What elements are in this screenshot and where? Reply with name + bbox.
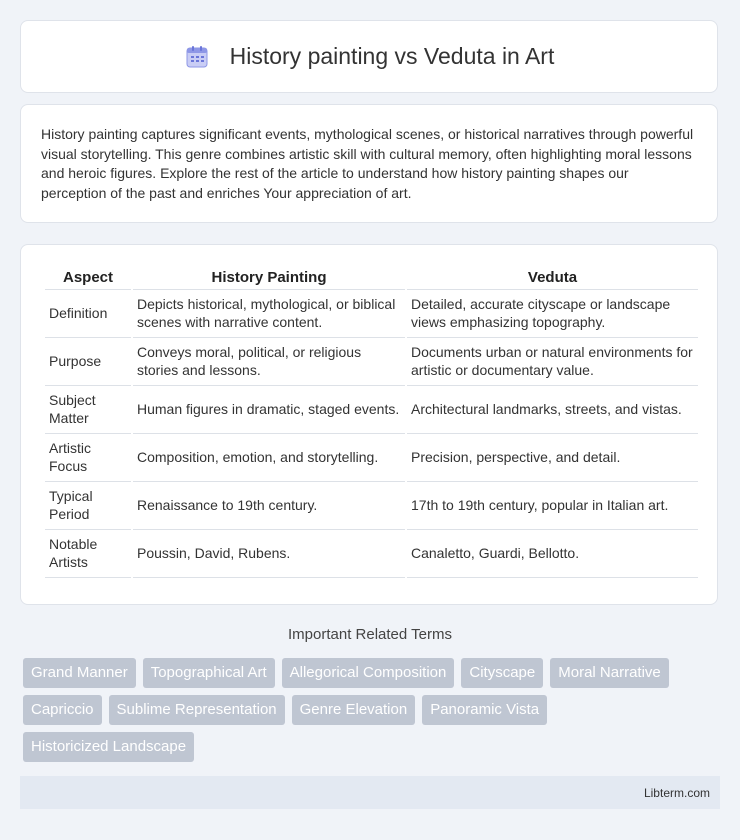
page-title: History painting vs Veduta in Art (229, 43, 555, 69)
row-history-painting: Conveys moral, political, or religious stories and lessons. (133, 338, 405, 386)
comparison-table (43, 265, 700, 578)
row-veduta: Documents urban or natural environments for artistic or documentary value. (407, 338, 698, 386)
row-history-painting: Human figures in dramatic, staged events. (133, 386, 405, 434)
related-term-tag[interactable]: Historicized Landscape (23, 732, 194, 762)
related-terms-title: Important Related Terms (288, 626, 452, 643)
row-aspect: Typical Period (45, 482, 131, 530)
row-aspect: Subject Matter (45, 386, 131, 434)
intro-card (20, 104, 718, 223)
row-veduta: Precision, perspective, and detail. (407, 434, 698, 482)
row-history-painting: Depicts historical, mythological, or biblical scenes with narrative content. (133, 290, 405, 338)
related-term-tag[interactable]: Cityscape (461, 658, 543, 688)
row-aspect: Artistic Focus (45, 434, 131, 482)
related-term-tag[interactable]: Topographical Art (143, 658, 275, 688)
row-aspect: Purpose (45, 338, 131, 386)
table-header-row (45, 265, 698, 290)
footer-site-link[interactable]: Libterm.com (643, 785, 710, 800)
intro-text: History painting captures significant events, mythological scenes, or historical narratives through powerful visual storytelling. This genre combines artistic skill with cultural memory, often highlighting moral lessons and heroic figures. Explore the rest of the article to understand how history painting shapes our perception of the past and enriches Your appreciation of art. (41, 126, 694, 201)
column-header-aspect: Aspect (45, 265, 131, 290)
related-terms-list (23, 658, 723, 769)
header-card (20, 20, 718, 93)
related-term-tag[interactable]: Allegorical Composition (282, 658, 455, 688)
table-row (45, 386, 698, 434)
row-veduta: Canaletto, Guardi, Bellotto. (407, 530, 698, 578)
footer (20, 776, 720, 809)
related-term-tag[interactable]: Panoramic Vista (422, 695, 547, 725)
related-term-tag[interactable]: Sublime Representation (109, 695, 285, 725)
table-row (45, 482, 698, 530)
table-row (45, 530, 698, 578)
table-row (45, 434, 698, 482)
related-term-tag[interactable]: Grand Manner (23, 658, 136, 688)
row-veduta: Architectural landmarks, streets, and vistas. (407, 386, 698, 434)
table-row (45, 338, 698, 386)
row-veduta: 17th to 19th century, popular in Italian art. (407, 482, 698, 530)
row-history-painting: Composition, emotion, and storytelling. (133, 434, 405, 482)
row-history-painting: Poussin, David, Rubens. (133, 530, 405, 578)
related-term-tag[interactable]: Moral Narrative (550, 658, 669, 688)
comparison-table-card (20, 244, 718, 605)
calendar-icon (184, 44, 210, 70)
related-term-tag[interactable]: Capriccio (23, 695, 102, 725)
column-header-history-painting: History Painting (133, 265, 405, 290)
column-header-veduta: Veduta (407, 265, 698, 290)
related-term-tag[interactable]: Genre Elevation (292, 695, 416, 725)
row-aspect: Notable Artists (45, 530, 131, 578)
row-aspect: Definition (45, 290, 131, 338)
row-veduta: Detailed, accurate cityscape or landscape views emphasizing topography. (407, 290, 698, 338)
row-history-painting: Renaissance to 19th century. (133, 482, 405, 530)
table-row (45, 290, 698, 338)
